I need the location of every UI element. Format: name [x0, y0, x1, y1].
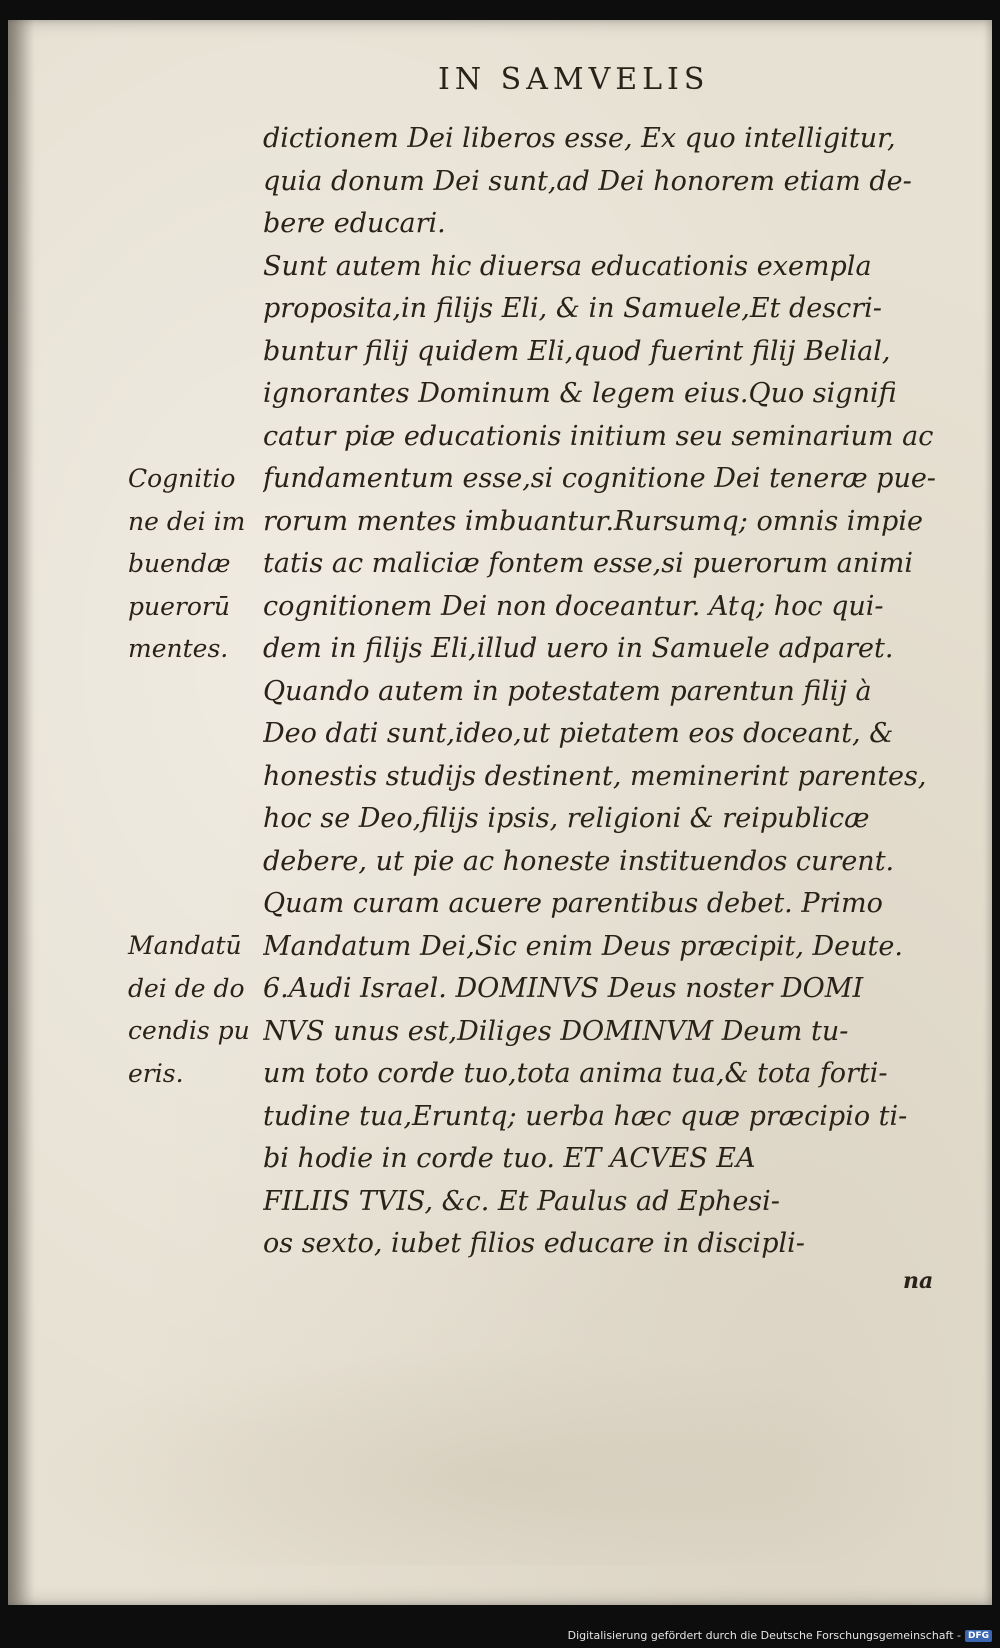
- text-line: proposita,in filijs Eli, & in Samuele,Et descri-: [263, 293, 882, 324]
- marginal-note-line: puerorū: [128, 591, 230, 621]
- text-line: NVS unus est,Diliges DOMINVM Deum tu-: [263, 1015, 849, 1047]
- text-line: um toto corde tuo,tota anima tua,& tota forti-: [263, 1058, 888, 1089]
- marginal-note-line: buendæ: [128, 549, 231, 578]
- text-line: buntur filij quidem Eli,quod fuerint filij Belial,: [263, 335, 891, 367]
- running-head: IN SAMVELIS: [438, 62, 710, 97]
- paper-stain: [28, 1345, 972, 1565]
- marginal-note-line: dei de do: [128, 973, 245, 1003]
- marginal-note-line: Mandatū: [128, 931, 242, 960]
- text-line: dictionem Dei liberos esse, Ex quo intelligitur,: [263, 123, 896, 154]
- text-line: catur piæ educationis initium seu seminarium ac: [263, 420, 934, 452]
- footer-credit: Digitalisierung gefördert durch die Deutsche Forschungsgemeinschaft -: [567, 1629, 961, 1642]
- marginal-note-line: cendis pu: [128, 1016, 250, 1045]
- text-line: bi hodie in corde tuo. ET ACVES EA: [263, 1143, 756, 1174]
- text-line: dem in filijs Eli,illud uero in Samuele adparet.: [263, 633, 894, 664]
- text-line: Mandatum Dei,Sic enim Deus præcipit, Deute.: [263, 930, 903, 962]
- text-line: Quando autem in potestatem parentun filij à: [263, 675, 872, 707]
- catchword: na: [903, 1268, 934, 1294]
- text-line: Deo dati sunt,ideo,ut pietatem eos doceant, &: [263, 718, 894, 749]
- text-line: FILIIS TVIS, &c. Et Paulus ad Ephesi-: [263, 1185, 780, 1217]
- dfg-logo: DFG: [965, 1630, 992, 1642]
- text-line: 6.Audi Israel. DOMINVS Deus noster DOMI: [263, 973, 864, 1004]
- text-line: tudine tua,Eruntq; uerba hæc quæ præcipio ti-: [263, 1100, 908, 1132]
- text-line: Sunt autem hic diuersa educationis exempla: [263, 250, 872, 282]
- text-line: fundamentum esse,si cognitione Dei teneræ pue-: [263, 463, 936, 494]
- text-line: debere, ut pie ac honeste instituendos curent.: [263, 845, 895, 877]
- text-line: honestis studijs destinent, meminerint parentes,: [263, 760, 927, 792]
- marginal-note-line: mentes.: [128, 634, 229, 663]
- main-text-block: [263, 118, 943, 1266]
- marginal-note: [128, 458, 263, 671]
- marginal-note-line: eris.: [128, 1058, 184, 1088]
- marginal-note: [128, 925, 263, 1095]
- text-line: ignorantes Dominum & legem eius.Quo signifi: [263, 378, 897, 409]
- text-line: tatis ac maliciæ fontem esse,si puerorum animi: [263, 548, 913, 579]
- book-page: [8, 20, 992, 1605]
- marginal-note-line: ne dei im: [128, 506, 246, 536]
- text-line: bere educari.: [263, 208, 446, 239]
- text-line: cognitionem Dei non doceantur. Atq; hoc qui-: [263, 590, 884, 622]
- text-line: os sexto, iubet filios educare in discipli-: [263, 1228, 805, 1259]
- marginal-note-line: Cognitio: [128, 464, 236, 493]
- text-line: hoc se Deo,filijs ipsis, religioni & reipublicæ: [263, 803, 870, 834]
- text-line: quia donum Dei sunt,ad Dei honorem etiam de-: [263, 165, 912, 197]
- digitization-footer: [568, 1629, 992, 1642]
- text-line: rorum mentes imbuantur.Rursumq; omnis impie: [263, 505, 923, 537]
- text-line: Quam curam acuere parentibus debet. Primo: [263, 888, 883, 919]
